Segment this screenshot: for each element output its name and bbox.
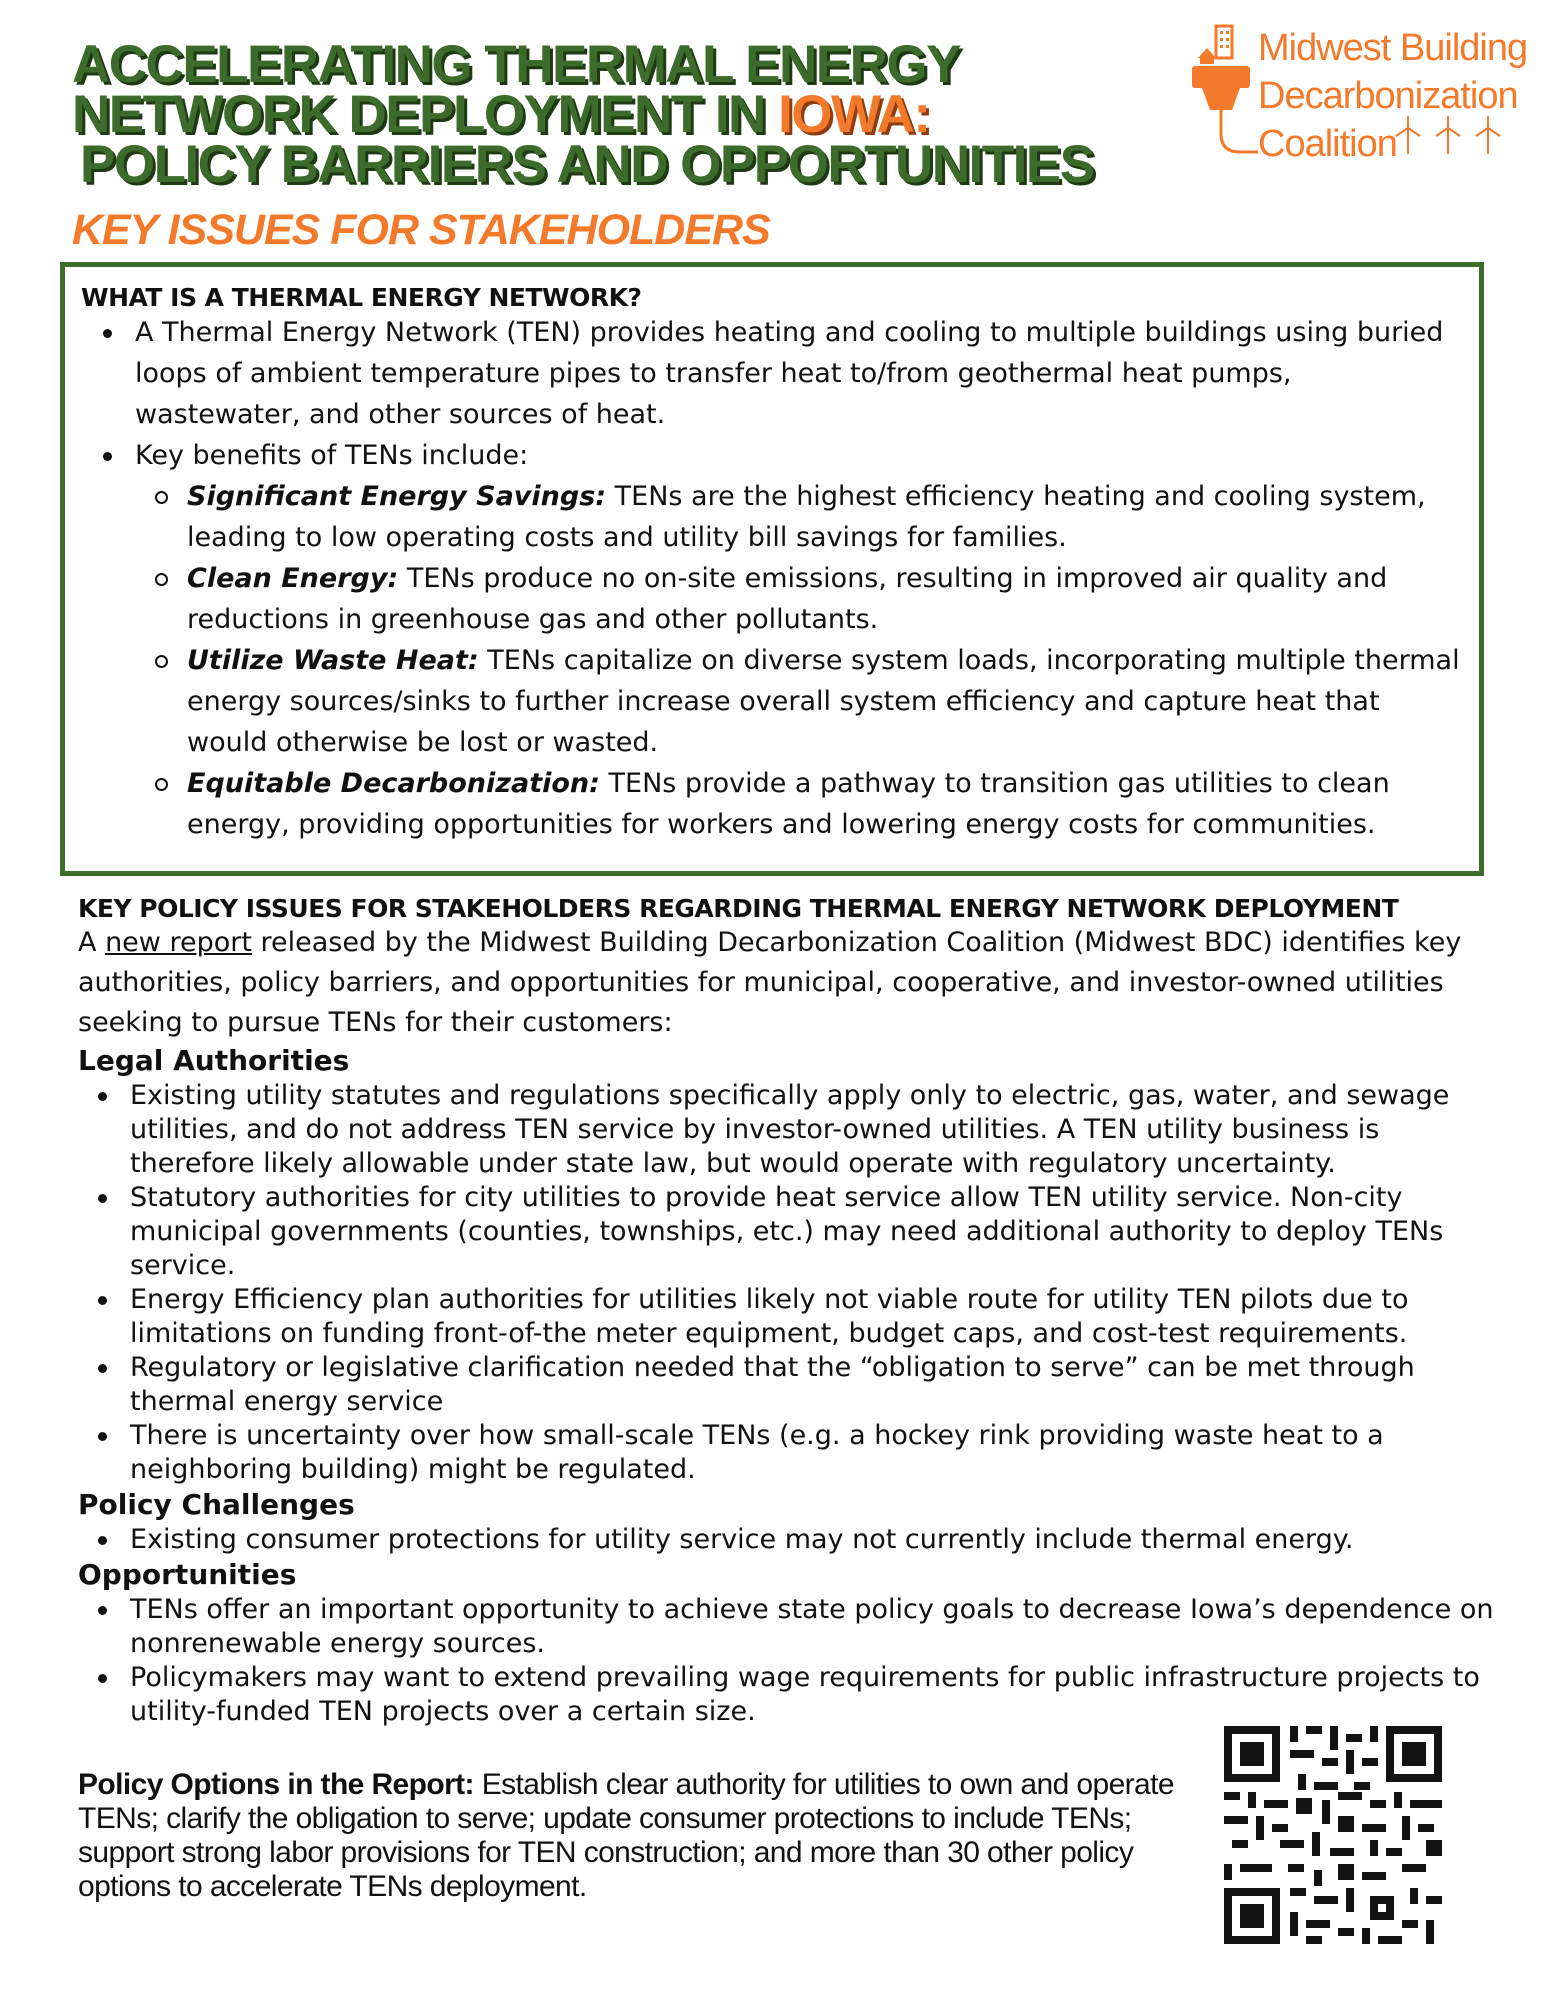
list-item: Energy Efficiency plan authorities for utilities likely not viable route for utility TEN pilots due to limitations on funding front-of-the meter equipment, budget caps, and cost-test requirements.: [78, 1283, 1498, 1351]
benefit-text: TENs produce no on-site emissions, resulting in improved air quality and reductions in greenhouse gas and other pollutants.: [187, 563, 1388, 635]
logo-line-2: Decarbonization: [1258, 75, 1518, 117]
list-item: Existing utility statutes and regulations specifically apply only to electric, gas, water, and sewage utilities, and do not address TEN service by investor-owned utilities. A TEN utility business is therefore likely allowable under state law, but would operate with regulatory uncertainty.: [78, 1079, 1498, 1181]
page-subtitle: KEY ISSUES FOR STAKEHOLDERS: [72, 206, 770, 254]
title-line-2: [72, 85, 1132, 144]
title-highlight-iowa: IOWA:: [778, 85, 930, 144]
logo-line-3: Coalition: [1258, 123, 1397, 165]
benefits-list: [81, 476, 1463, 845]
benefit-item: [81, 558, 1463, 640]
title-line-1: ACCELERATING THERMAL ENERGY: [72, 35, 961, 94]
opportunities-heading: Opportunities: [78, 1558, 297, 1591]
benefit-text: TENs capitalize on diverse system loads, incorporating multiple thermal energy sources/sinks to further increase overall system efficiency and capture heat that would otherwise be lost or wasted.: [187, 645, 1460, 758]
policy-intro: [78, 923, 1498, 1043]
what-is-ten-box: [60, 262, 1484, 876]
what-is-ten-heading: WHAT IS A THERMAL ENERGY NETWORK?: [81, 283, 642, 312]
wind-turbine-icon: [1388, 116, 1508, 166]
policy-challenges-list: [78, 1523, 1498, 1557]
coalition-logo: [1188, 24, 1528, 174]
policy-issues-section: [78, 894, 1498, 1729]
benefit-text: TENs provide a pathway to transition gas utilities to clean energy, providing opportunities for workers and lowering energy costs for communities.: [187, 768, 1390, 840]
policy-issues-heading: KEY POLICY ISSUES FOR STAKEHOLDERS REGARDING THERMAL ENERGY NETWORK DEPLOYMENT: [78, 894, 1399, 923]
list-item: TENs offer an important opportunity to achieve state policy goals to decrease Iowa’s dependence on nonrenewable energy sources.: [78, 1593, 1498, 1661]
logo-line-1: Midwest Building: [1258, 27, 1528, 69]
policy-options-paragraph: [78, 1768, 1178, 1904]
benefit-item: [81, 640, 1463, 763]
list-item: There is uncertainty over how small-scale TENs (e.g. a hockey rink providing waste heat to a neighboring building) might be regulated.: [78, 1419, 1498, 1487]
list-item: Existing consumer protections for utility service may not currently include thermal energy.: [78, 1523, 1498, 1557]
benefit-item: [81, 763, 1463, 845]
list-item: Regulatory or legislative clarification needed that the “obligation to serve” can be met through thermal energy service: [78, 1351, 1498, 1419]
policy-options-text: Establish clear authority for utilities to own and operate TENs; clarify the obligation to serve; update consumer protections to include TENs; support strong labor provisions for TEN construction; and more than 30 other policy options to accelerate TENs deployment.: [78, 1768, 1174, 1903]
legal-authorities-heading: Legal Authorities: [78, 1044, 350, 1077]
benefit-text: TENs are the highest efficiency heating and cooling system, leading to low operating costs and utility bill savings for families.: [187, 481, 1426, 553]
new-report-link[interactable]: new report: [105, 927, 252, 958]
intro-rest: released by the Midwest Building Decarbonization Coalition (Midwest BDC) identifies key authorities, policy barriers, and opportunities for municipal, cooperative, and investor-owned utilities seeking to pursue TENs for their customers:: [78, 927, 1462, 1038]
benefit-lead: Clean Energy:: [187, 563, 399, 594]
list-item: A Thermal Energy Network (TEN) provides heating and cooling to multiple buildings using buried loops of ambient temperature pipes to transfer heat to/from geothermal heat pumps, wastewater, and other sources of heat.: [81, 312, 1463, 435]
legal-authorities-list: [78, 1079, 1498, 1487]
benefit-lead: Significant Energy Savings:: [187, 481, 607, 512]
benefit-item: [81, 476, 1463, 558]
title-line-3: POLICY BARRIERS AND OPPORTUNITIES: [80, 135, 1094, 194]
plug-building-icon: [1188, 24, 1258, 174]
list-item: Key benefits of TENs include:: [81, 435, 1463, 476]
what-is-ten-list: [81, 312, 1463, 476]
page-title: [72, 35, 1132, 194]
qr-code[interactable]: [1218, 1720, 1448, 1950]
list-item: Statutory authorities for city utilities to provide heat service allow TEN utility service. Non-city municipal governments (counties, townships, etc.) may need additional authority to deploy TENs service.: [78, 1181, 1498, 1283]
intro-prefix: A: [78, 927, 106, 958]
benefit-lead: Utilize Waste Heat:: [187, 645, 479, 676]
policy-options-lead: Policy Options in the Report:: [78, 1768, 474, 1801]
opportunities-list: [78, 1593, 1498, 1729]
title-line-2-prefix: NETWORK DEPLOYMENT IN: [72, 85, 779, 144]
benefit-lead: Equitable Decarbonization:: [187, 768, 600, 799]
policy-challenges-heading: Policy Challenges: [78, 1488, 355, 1521]
list-item: Policymakers may want to extend prevailing wage requirements for public infrastructure projects to utility-funded TEN projects over a certain size.: [78, 1661, 1498, 1729]
